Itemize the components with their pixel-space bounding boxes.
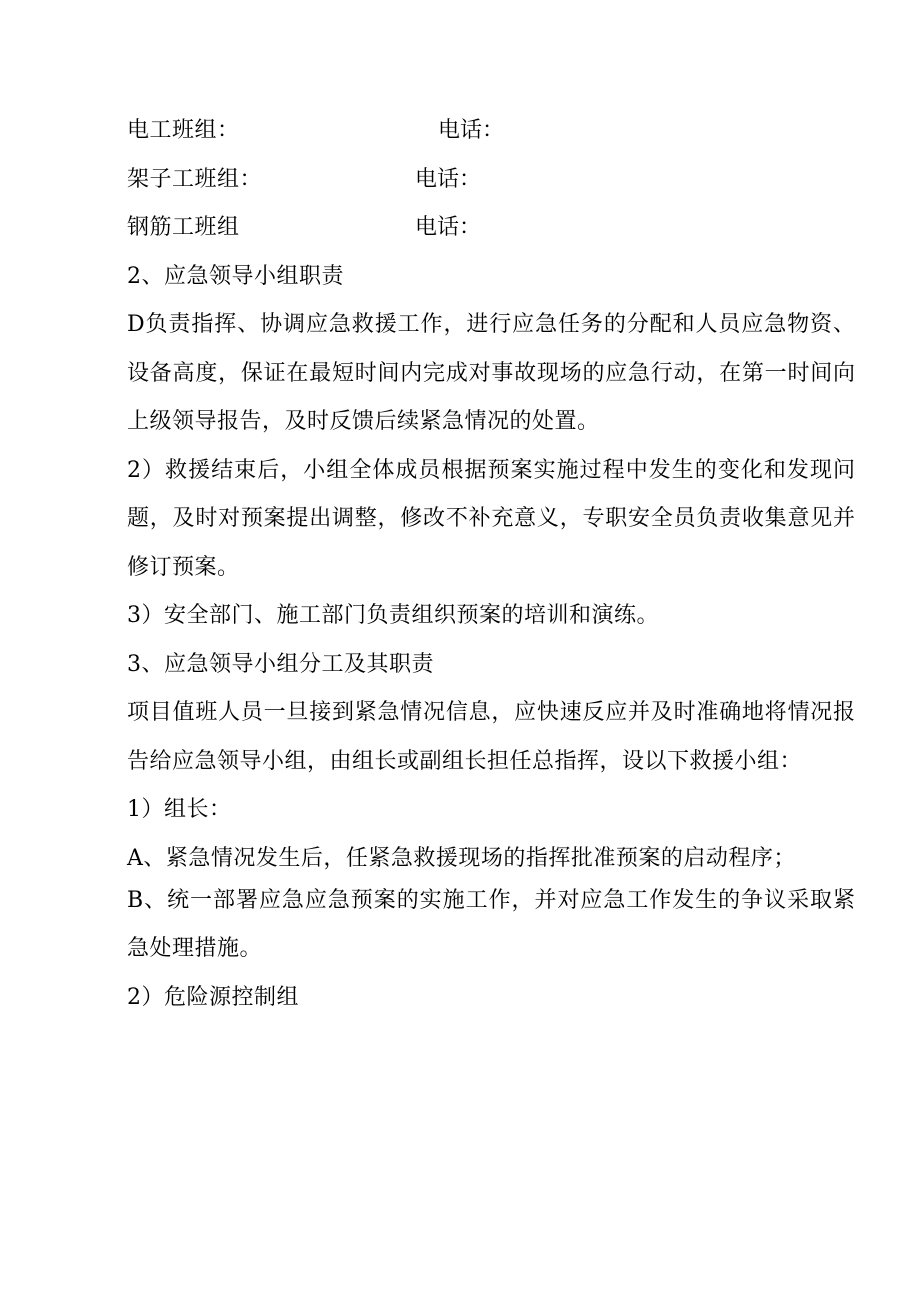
section-heading-division: 3、应急领导小组分工及其职责 [127,652,434,677]
item-leader-b-line-1: B、统一部署应急应急预案的实施工作，并对应急工作发生的争议采取紧 [127,888,855,913]
paragraph-duty-1-line-1: D负责指挥、协调应急救援工作，进行应急任务的分配和人员应急物资、 [127,312,855,337]
item-leader-a: A、紧急情况发生后，任紧急救援现场的指挥批准预案的启动程序； [127,846,796,871]
paragraph-duty-1-line-2: 设备高度，保证在最短时间内完成对事故现场的应急行动，在第一时间向 [127,361,855,386]
contact-scaffolder-phone-label: 电话： [415,167,482,192]
item-leader-b-line-2: 急处理措施。 [127,936,263,961]
item-leader: 1）组长： [127,797,232,822]
section-heading-duties: 2、应急领导小组职责 [127,264,344,289]
paragraph-duty-1-line-3: 上级领导报告，及时反馈后续紧急情况的处置。 [127,409,600,434]
paragraph-duty-3: 3）安全部门、施工部门负责组织预案的培训和演练。 [127,603,659,628]
paragraph-duty-2-line-3: 修订预案。 [127,555,240,580]
paragraph-intro-line-2: 告给应急领导小组，由组长或副组长担任总指挥，设以下救援小组： [127,749,803,774]
paragraph-duty-2-line-2: 题，及时对预案提出调整，修改不补充意义，专职安全员负责收集意见并 [127,506,855,531]
contact-rebar-label: 钢筋工班组 [127,215,240,240]
paragraph-intro-line-1: 项目值班人员一旦接到紧急情况信息，应快速反应并及时准确地将情况报 [127,700,855,725]
contact-scaffolder-label: 架子工班组： [127,167,263,192]
item-hazard-control: 2）危险源控制组 [127,985,299,1010]
paragraph-duty-2-line-1: 2）救援结束后，小组全体成员根据预案实施过程中发生的变化和发现问 [127,458,855,483]
contact-electrician-phone-label: 电话： [438,118,505,143]
contact-rebar-phone-label: 电话： [415,215,482,240]
contact-electrician-label: 电工班组： [127,118,240,143]
